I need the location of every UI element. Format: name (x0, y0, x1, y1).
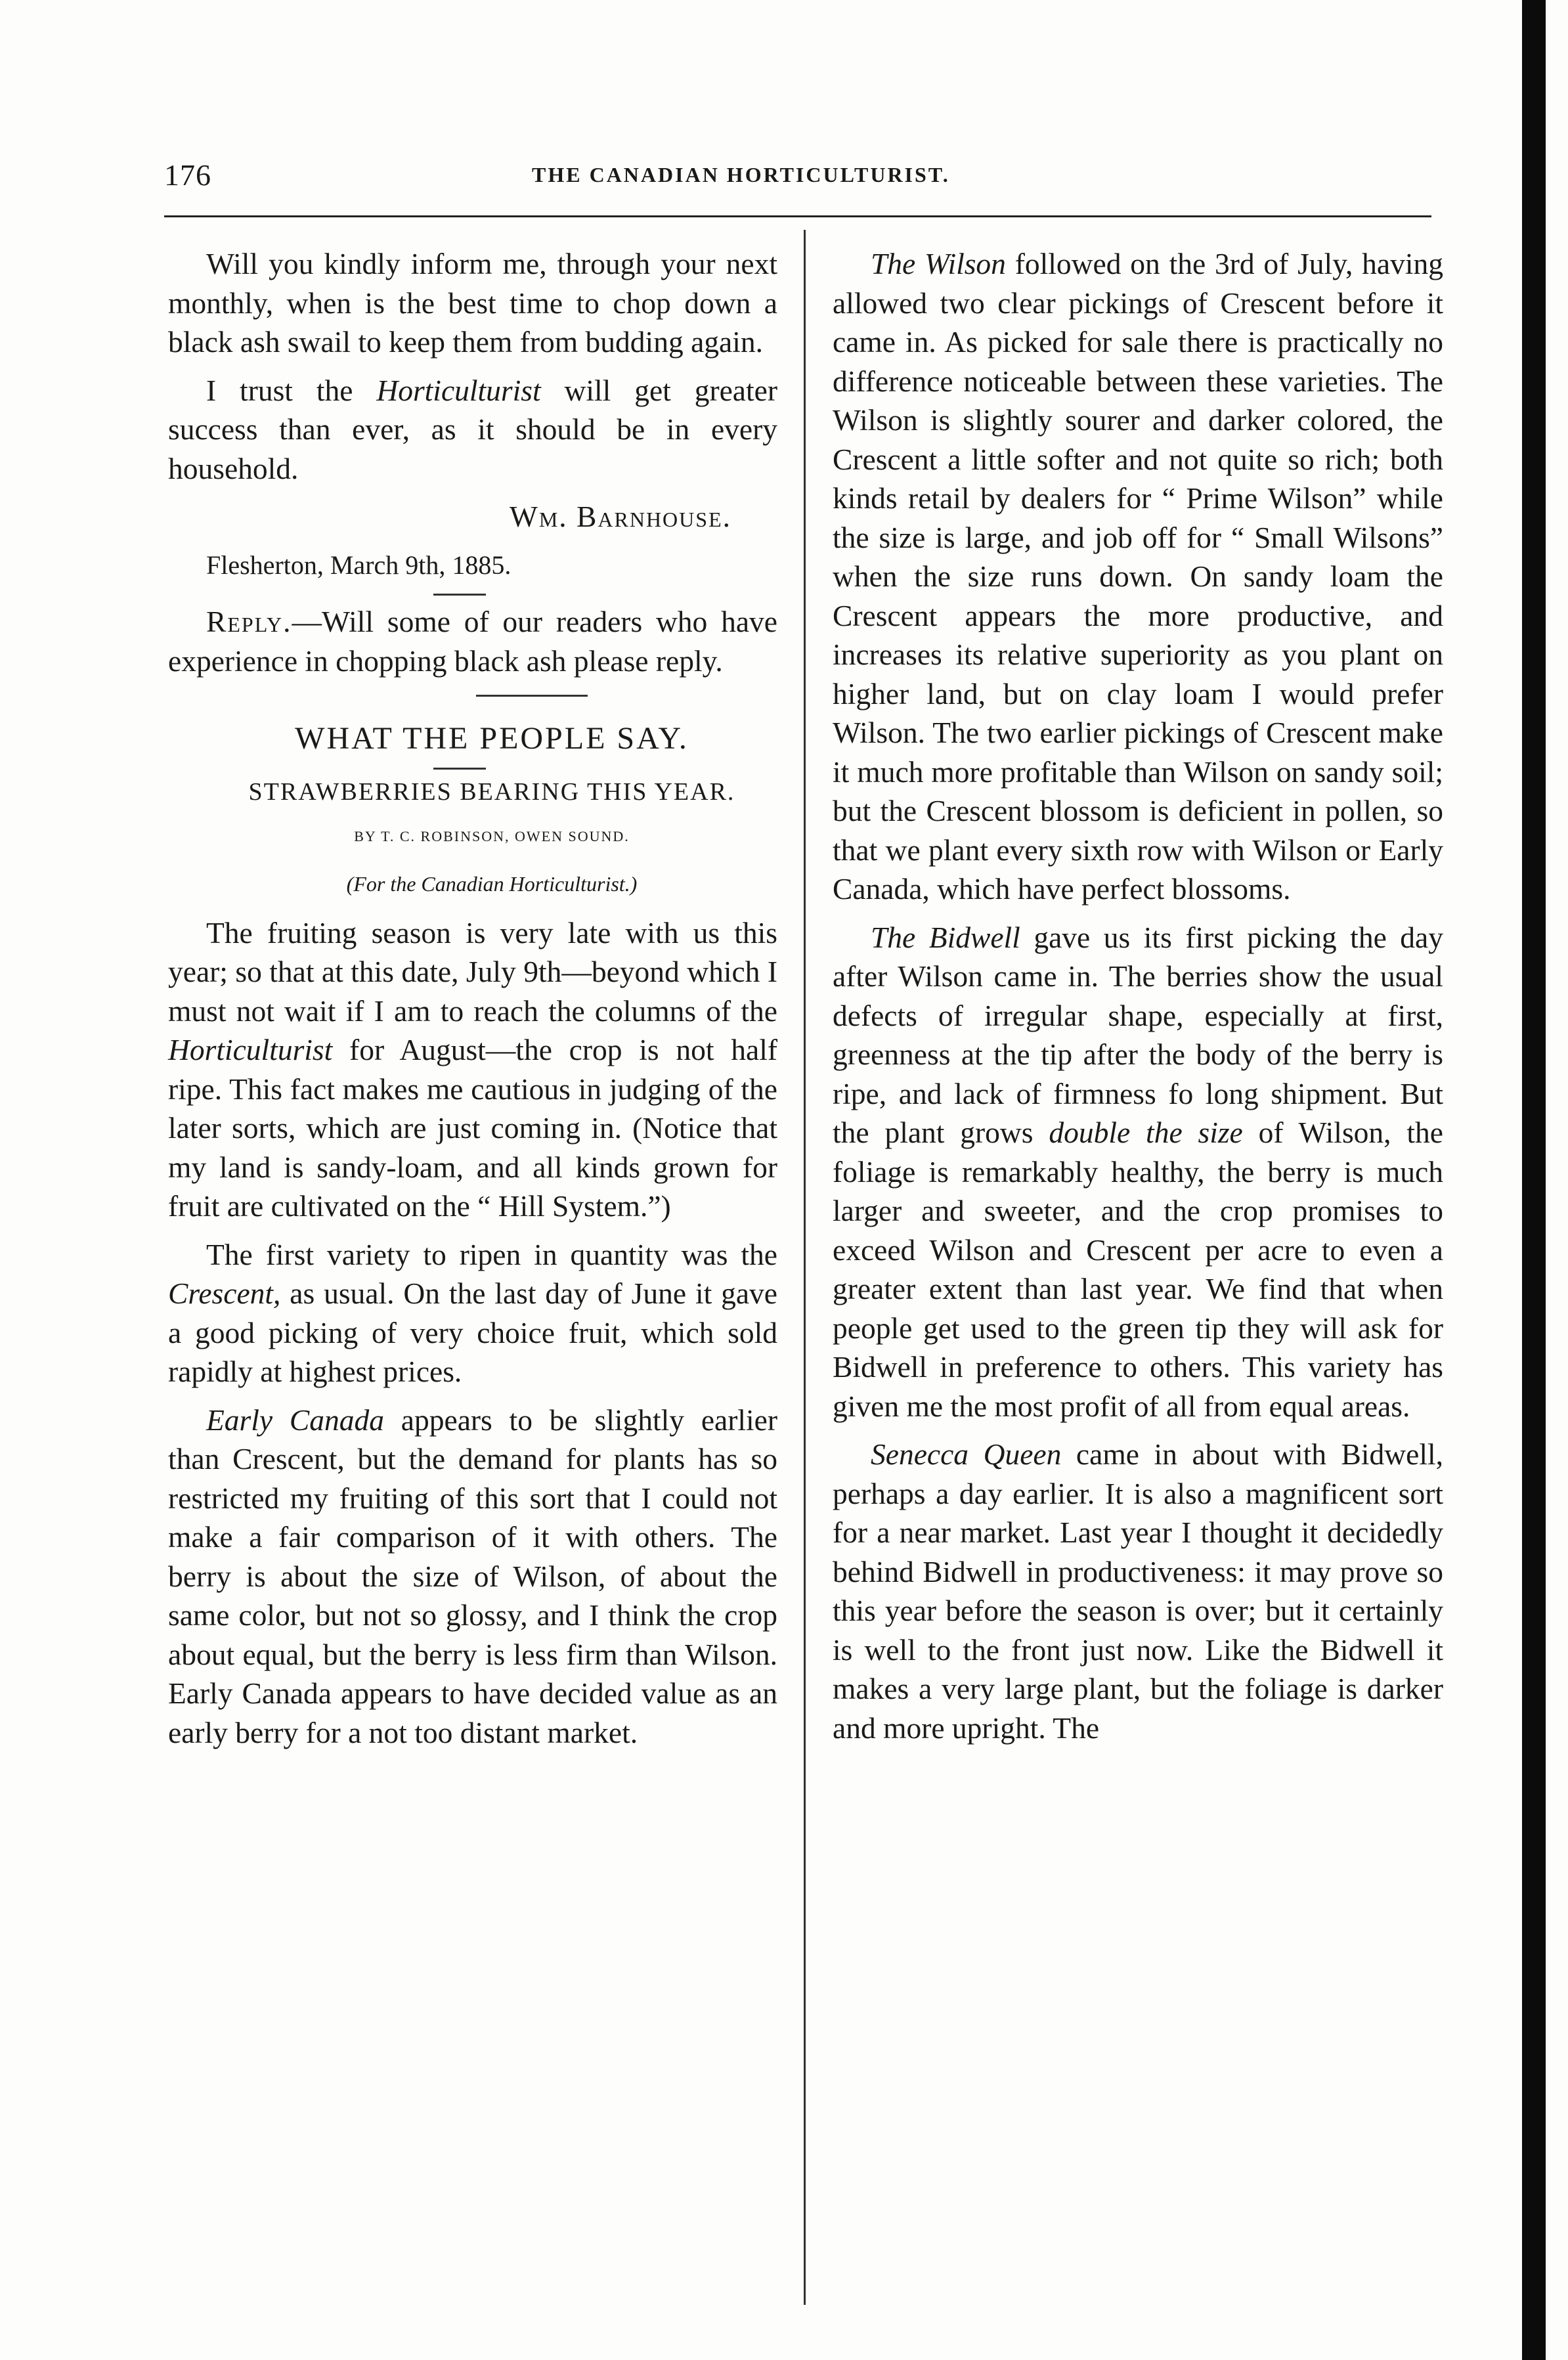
text-run: for August—the crop is not half ripe. This fact makes me cautious in judging of the later sorts, which are just coming in. (Notice that my land is sandy-loam, and all kinds grown for fruit are cultivated on the “ Hill System.”) (168, 1033, 777, 1223)
article-byline: BY T. C. ROBINSON, OWEN SOUND. (354, 827, 630, 844)
letter-dateline: Flesherton, March 9th, 1885. (206, 550, 512, 580)
page-header (164, 158, 1438, 204)
section-rule (476, 695, 588, 697)
short-rule (433, 594, 486, 596)
page-number: 176 (164, 158, 211, 192)
running-head: THE CANADIAN HORTICULTURIST. (532, 163, 950, 186)
letter-signature: Wm. Barnhouse. (509, 500, 731, 533)
text-run: followed on the 3rd of July, having allowed two clear pickings of Crescent before it came in. As picked for sale there is practically no difference noticeable between these varieties. The Wilson is slightly sourer and darker colored, the Crescent a little softer and not quite so rich; both kinds retail by dealers for “ Prime Wilson” while the size is large, and job off for “ Small Wilsons” when the size runs down. On sandy loam the Crescent appears the more productive, and increases its relative superiority as you plant on higher land, but on clay loam I would prefer Wilson. The two earlier pickings of Crescent make it much more profitable than Wilson on sandy soil; but the Crescent blossom is deficient in pollen, so that we plant every sixth row with Wilson or Early Canada, which have perfect blossoms. (833, 247, 1443, 906)
reply-paragraph (168, 602, 777, 680)
reply-lead: Reply. (206, 605, 292, 638)
section-title: WHAT THE PEOPLE SAY. (295, 721, 689, 756)
column-divider (804, 230, 806, 2305)
body-paragraph (833, 1435, 1443, 1747)
text-run: —Will some of our readers who have experience in chopping black ash please reply. (168, 605, 777, 678)
text-run: The first variety to ripen in quantity was the (206, 1237, 777, 1271)
article-title: STRAWBERRIES BEARING THIS YEAR. (248, 777, 735, 806)
text-run: of Wilson, the foliage is remarkably healthy, the berry is much larger and sweeter, and the crop promises to exceed Wilson and Crescent per acre to even a greater extent than last year. We find that when people get used to the green tip they will ask for Bidwell in preference to others. This variety has given me the most profit of all from equal areas. (833, 1116, 1443, 1423)
italic-text: Crescent, (168, 1277, 281, 1310)
text-run: came in about with Bidwell, perhaps a day earlier. It is also a magnificent sort for a near market. Last year I thought it decidedly behind Bidwell in productiveness: it may prove so this year before the season is over; but it certainly is well to the front just now. Like the Bidwell it makes a very large plant, but the foliage is darker and more upright. The (833, 1437, 1444, 1745)
body-paragraph (833, 918, 1443, 1426)
text-run: appears to be slightly earlier than Crescent, but the demand for plants has so restricted my fruiting of this sort that I could not make a fair comparison of it with others. The berry is about the size of Wilson, of about the same color, but not so glossy, and I think the crop about equal, but the berry is less firm than Wilson. Early Canada appears to have decided value as an early berry for a not too distant market. (168, 1403, 777, 1749)
left-column (168, 244, 777, 1761)
header-rule (164, 215, 1431, 217)
text-run: gave us its first picking the day after Wilson came in. The berries show the usual defects of irregular shape, especially at first, greenness at the tip after the body of the berry is ripe, and lack of firmness fo long shipment. But the plant grows (833, 920, 1444, 1149)
right-column (833, 244, 1443, 1757)
body-paragraph (168, 913, 777, 1226)
italic-text: Early Canada (206, 1403, 384, 1437)
body-paragraph (168, 1401, 777, 1753)
body-paragraph (168, 1235, 777, 1391)
italic-text: double the size (1049, 1116, 1243, 1149)
italic-text: Horticulturist (376, 373, 541, 407)
italic-text: Horticulturist (168, 1033, 333, 1066)
italic-text: The Wilson (871, 247, 1006, 280)
body-paragraph (833, 244, 1443, 909)
italic-text: Senecca Queen (871, 1437, 1062, 1471)
text-run: as usual. On the last day of June it gave a good picking of very choice fruit, which sold rapidly at highest prices. (168, 1277, 777, 1388)
letter-paragraph: Will you kindly inform me, through your next monthly, when is the best time to chop down a black ash swail to keep them from budding again. (168, 247, 777, 359)
article-note: (For the Canadian Horticulturist.) (346, 872, 638, 896)
text-run: I trust the (206, 373, 377, 407)
letter-paragraph (168, 371, 777, 489)
text-run: will get greater success than ever, as it should be in every household. (168, 373, 777, 485)
italic-text: The Bidwell (871, 920, 1020, 954)
short-rule (433, 768, 486, 770)
scan-edge (1522, 0, 1546, 2360)
text-run: The fruiting season is very late with us this year; so that at this date, July 9th—beyond which I must not wait if I am to reach the columns of the (168, 915, 777, 1028)
